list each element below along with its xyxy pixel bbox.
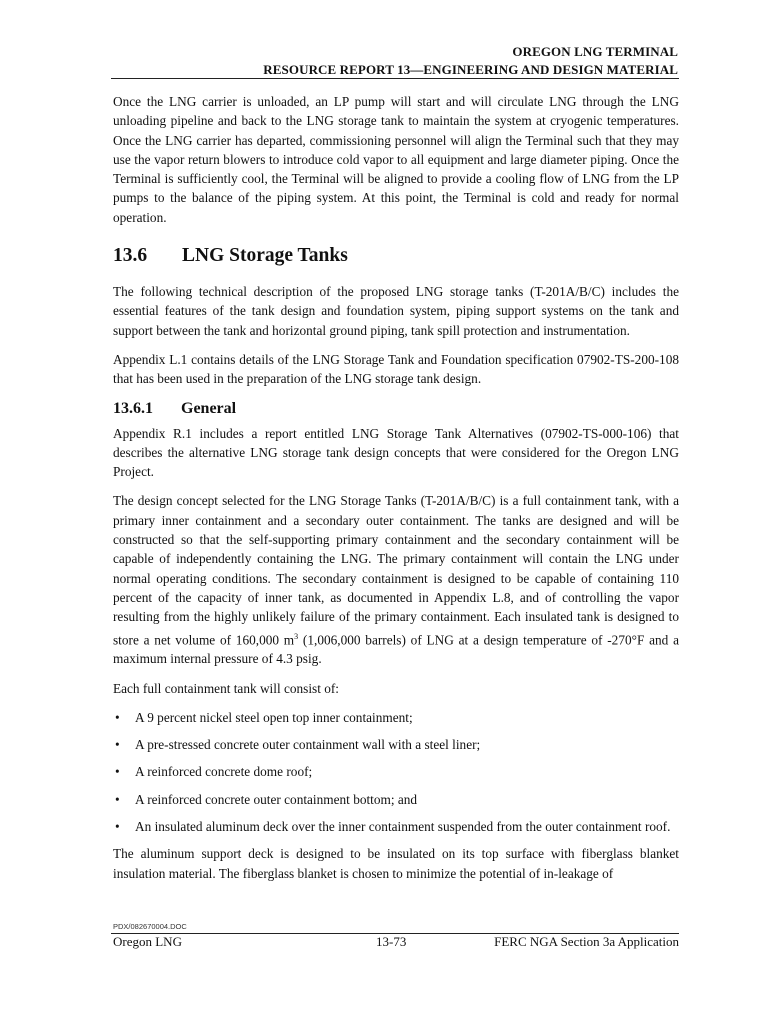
bullet-icon: • [115,819,120,835]
list-item-text: A 9 percent nickel steel open top inner containment; [135,709,413,725]
subsection-paragraph: Appendix R.1 includes a report entitled LNG Storage Tank Alternatives (07902-TS-000-106) that describes the alternative LNG storage tank design concepts that were considered for the Oregon LNG Project. [113,425,679,480]
footer-doc-id: PDX/082670004.DOC [113,922,187,931]
list-intro: Each full containment tank will consist of: [113,680,339,696]
list-item-text: A reinforced concrete dome roof; [135,764,313,780]
list-item [113,817,679,836]
header-divider [111,78,679,79]
closing-paragraph: The aluminum support deck is designed to be insulated on its top surface with fiberglass blanket insulation material. The fiberglass blanket is chosen to minimize the potential of in-leakage of [113,846,679,881]
section-paragraph: The following technical description of the proposed LNG storage tanks (T-201A/B/C) includes the essential features of the tank design and foundation system, piping support systems on the tank and support between the tank and horizontal ground piping, tank spill protection and instrumentation. [113,284,679,338]
document-body [113,92,679,893]
design-concept-paragraph [113,491,679,668]
bullet-icon: • [115,737,120,753]
paragraph-text: (1,006,000 barrels) of LNG at a design temperature of -270°F and a maximum internal pressure of 4.3 psig. [113,631,679,667]
bullet-icon: • [115,709,120,725]
superscript: 3 [294,631,299,641]
footer-left-text: Oregon LNG [113,934,182,949]
footer-right-text: FERC NGA Section 3a Application [494,934,679,949]
subsection-heading [113,399,679,419]
intro-paragraph: Once the LNG carrier is unloaded, an LP pump will start and will circulate LNG through the LNG unloading pipeline and back to the LNG storage tank to maintain the system at cryogenic temperatures. Once the LNG carrier has departed, commissioning personnel will align the Terminal such that they may use the vapor return blowers to introduce cold vapor to all equipment and large diameter piping. Once the Terminal is sufficiently cool, the Terminal will be aligned to provide a cooling flow of LNG from the LP pumps to the balance of the piping system. At this point, the Terminal is cold and ready for normal operation. [113,94,679,225]
header-title: OREGON LNG TERMINAL [512,44,678,59]
paragraph-text: The design concept selected for the LNG Storage Tanks (T-201A/B/C) is a full containment tank, with a primary inner containment and a secondary outer containment. The tanks are designed and will be constructed so that the self-supporting primary containment and the secondary containment will be capable of independently containing the LNG. The primary containment will contain the LNG under normal operating conditions. The secondary containment is designed to be capable of containing 110 percent of the capacity of inner tank, as documented in Appendix L.8, and of controlling the vapor resulting from the highly unlikely failure of the primary containment. Each insulated tank is designed to store a net volume of 160,000 m [113,493,679,647]
page-number: 13-73 [376,934,407,949]
section-title: LNG Storage Tanks [182,245,348,267]
list-item [113,762,679,781]
subsection-number: 13.6.1 [113,399,153,417]
tank-components-list [113,708,679,836]
subsection-title: General [181,399,237,417]
list-item [113,790,679,809]
bullet-icon: • [115,764,120,780]
header-subtitle: RESOURCE REPORT 13—ENGINEERING AND DESIGN MATERIAL [263,62,678,77]
section-number: 13.6 [113,245,148,267]
list-item [113,708,679,727]
bullet-icon: • [115,791,120,807]
list-item-text: An insulated aluminum deck over the inner containment suspended from the outer containment roof. [135,819,671,835]
section-heading [113,244,679,268]
list-item [113,735,679,754]
list-item-text: A reinforced concrete outer containment bottom; and [135,791,418,807]
list-item-text: A pre-stressed concrete outer containment wall with a steel liner; [135,737,481,753]
section-paragraph: Appendix L.1 contains details of the LNG Storage Tank and Foundation specification 07902-TS-200-108 that has been used in the preparation of the LNG storage tank design. [113,351,679,387]
